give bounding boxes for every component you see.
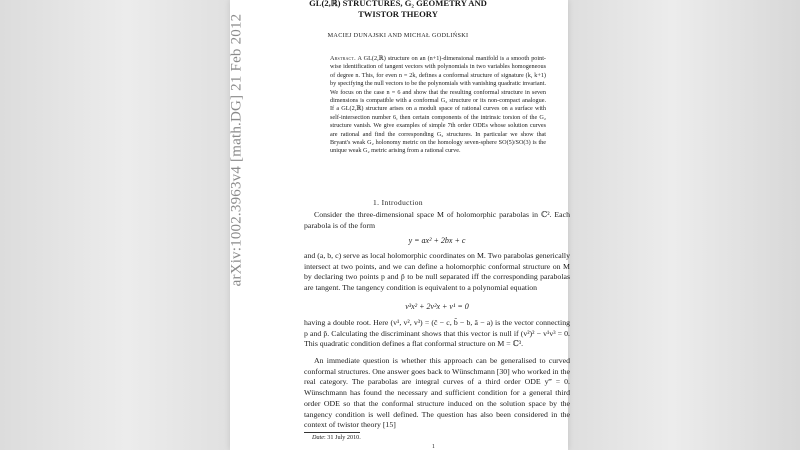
paper-authors: MACIEJ DUNAJSKI AND MICHAŁ GODLIŃSKI [327,32,469,39]
left-backdrop [0,0,230,450]
paragraph-3: having a double root. Here (v¹, v², v³) = (ĉ − c, b̂ − b, â − a) is the vector connecting p and p̂. Calculating the discriminant shows that this vector is null if (v²)² − v¹v³ = 0. This quadratic condition defines a flat conformal structure on M = ℂ³. [304,318,570,349]
abstract [330,55,546,156]
footnote-label: Date [312,434,325,441]
page-number: 1 [432,444,435,450]
equation-2: v³x² + 2v²x + v¹ = 0 [405,302,469,311]
arxiv-identifier: arXiv:1002.3963v4 [math.DG] 21 Feb 2012 [228,13,245,287]
section-heading: 1. Introduction [373,198,423,207]
equation-1: y = ax² + 2bx + c [408,236,466,245]
footnote-value: : 31 July 2010. [324,434,361,441]
paper-title: GL(2,ℝ) STRUCTURES, G₂ GEOMETRY AND TWISTOR THEORY [309,0,487,19]
paragraph-1: Consider the three-dimensional space M of holomorphic parabolas in ℂ². Each parabola is of the form [304,210,570,230]
paragraph-2: and (a, b, c) serve as local holomorphic coordinates on M. Two parabolas generically intersect at two points, and we can define a holomorphic conformal structure on M by declaring two points p and p̂ to be null separated iff the corresponding parabolas are tangent. The tangency condition is equivalent to a polynomial equation [304,251,570,293]
footnote-rule [304,432,360,433]
abstract-label: Abstract. [330,55,356,62]
paragraph-4: An immediate question is whether this approach can be generalised to curved conformal structures. One answer goes back to Wünschmann [30] who worked in the real category. The parabolas are integral curves of a third order ODE y‴ = 0. Wünschmann has found the necessary and sufficient condition for a general third order ODE so that the conformal structure induced on the solution space by the tangency condition is well defined. The question has also been considered in the context of twistor theory [15] [304,356,570,430]
arxiv-sidebar [228,0,246,300]
abstract-text: A GL(2,ℝ) structure on an (n+1)-dimensional manifold is a smooth point-wise identification of tangent vectors with polynomials in two variables homogeneous of degree n. This, for even n = 2k, defines a conformal structure of signature (k, k+1) by specifying the null vectors to be the polynomials with vanishing quadratic invariant. We focus on the case n = 6 and show that the resulting conformal structure in seven dimensions is compatible with a conformal G₂ structure or its non-compact analogue. If a GL(2,ℝ) structure arises on a moduli space of rational curves on a surface with self-intersection number 6, then certain components of the intrinsic torsion of the G₂ structure vanish. We give examples of simple 7th order ODEs whose solution curves are rational and find the corresponding G₂ structures. In particular we show that Bryant's weak G₂ holonomy metric on the homology seven-sphere SO(5)/SO(3) is the unique weak G₂ metric arising from a rational curve. [330,55,547,155]
footnote [312,434,361,441]
right-backdrop [568,0,800,450]
